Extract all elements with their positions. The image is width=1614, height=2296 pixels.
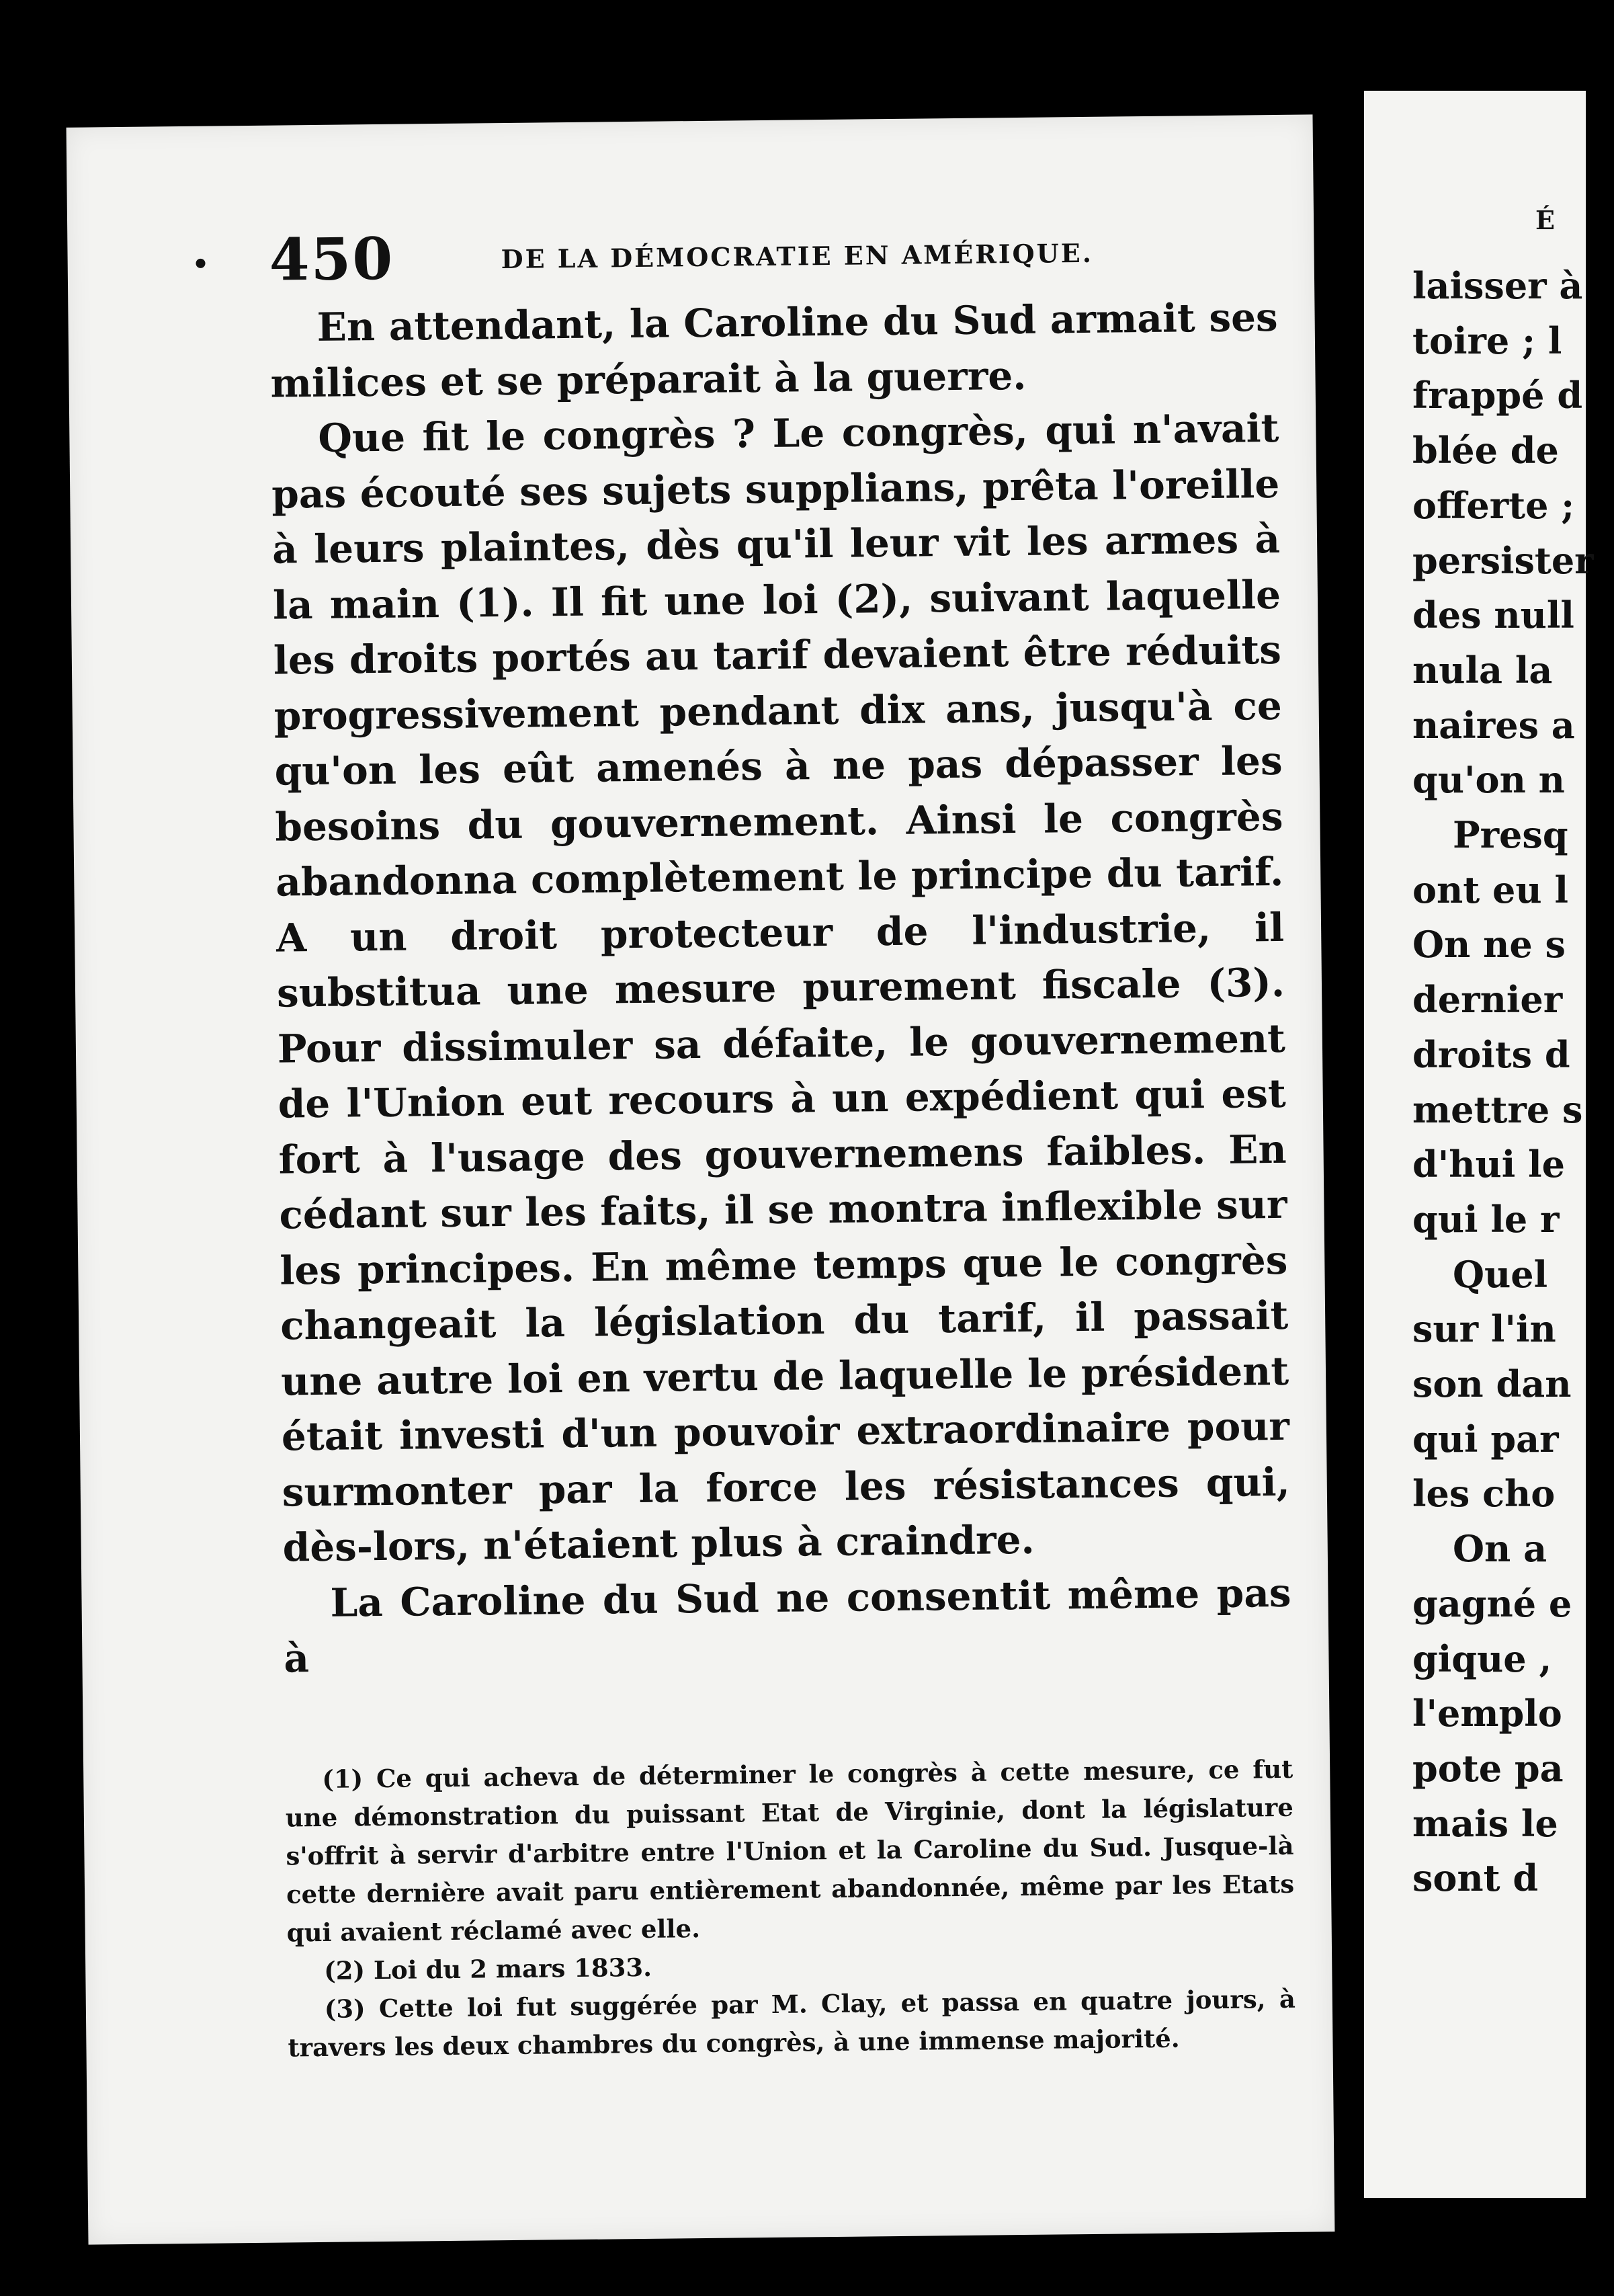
running-head: DE LA DÉMOCRATIE EN AMÉRIQUE. [501, 237, 1094, 275]
paragraph: En attendant, la Caroline du Sud armait ses milices et se préparait à la guerre. [270, 294, 1278, 407]
footnote: (3) Cette loi fut suggérée par M. Clay, et passa en quatre jours, à travers les deux chambres du congrès, à une immense majorité. [288, 1983, 1296, 2062]
left-page-content [192, 216, 1296, 2067]
right-page-line: Quel [1453, 1252, 1548, 1296]
right-page-line: qu'on n [1412, 758, 1565, 802]
right-page-line: Presq [1453, 813, 1568, 857]
right-page-line: qui par [1412, 1417, 1559, 1461]
right-page-line: l'emplo [1412, 1692, 1562, 1735]
right-page-line: qui le r [1412, 1197, 1560, 1241]
right-page-line: gique , [1412, 1637, 1552, 1680]
page-header [192, 216, 1277, 300]
footnote: (2) Loi du 2 mars 1833. [324, 1952, 652, 1985]
right-page [1364, 91, 1594, 2198]
footnote: (1) Ce qui acheva de déterminer le congrès à cette mesure, ce fut une démonstration du puissant Etat de Virginie, dont la législature s'offrit à servir d'arbitre entre l'Union et la Caroline du Sud. Jusque-là cette dernière avait paru entièrement abandonnée, même par les Etats qui avaient réclamé avec elle. [285, 1754, 1295, 1948]
right-page-line: frappé d [1412, 374, 1583, 417]
right-page-line: des null [1412, 593, 1574, 637]
margin-dot: • [192, 248, 210, 280]
right-page-line: sur l'in [1412, 1307, 1556, 1351]
right-page-line: On ne s [1412, 923, 1566, 967]
paragraph: La Caroline du Sud ne consentit même pas à [284, 1569, 1291, 1682]
right-page-line: blée de [1412, 429, 1559, 473]
right-running-head-fragment: É [1535, 205, 1555, 235]
right-page-line: naires a [1412, 703, 1575, 747]
right-page-content [1412, 259, 1614, 1906]
right-page-line: sont d [1412, 1856, 1539, 1900]
right-page-line: ont eu l [1412, 868, 1568, 911]
right-page-line: On a [1453, 1527, 1547, 1571]
right-page-line: laisser à [1412, 264, 1583, 307]
right-page-line: pote pa [1412, 1746, 1564, 1790]
right-page-line: gagné e [1412, 1582, 1572, 1625]
right-page-line: d'hui le [1412, 1143, 1565, 1186]
right-page-line: les cho [1412, 1472, 1556, 1516]
right-page-line: mais le [1412, 1801, 1558, 1845]
right-page-line: droits d [1412, 1032, 1570, 1076]
right-page-line: nula la [1412, 648, 1553, 692]
left-page [67, 114, 1335, 2244]
body-text [269, 290, 1292, 1686]
right-page-line: toire ; l [1412, 319, 1562, 362]
right-page-line: offerte ; [1412, 483, 1575, 527]
page-number: 450 [269, 224, 394, 294]
right-page-line: mettre s [1412, 1088, 1583, 1131]
footnotes [285, 1750, 1296, 2067]
right-page-line: persister [1412, 538, 1594, 582]
paragraph: Que fit le congrès ? Le congrès, qui n'avait pas écouté ses sujets supplians, prêta l'oreille à leurs plaintes, dès qu'il leur vit les armes à la main (1). Il fit une loi (2), suivant laquelle les droits portés au tarif devaient être réduits progressivement pendant dix ans, jusqu'à ce qu'on les eût amenés à ne pas dépasser les besoins du gouvernement. Ainsi le congrès abandonna complètement le principe du tarif. A un droit protecteur de l'industrie, il substitua une mesure purement fiscale (3). Pour dissimuler sa défaite, le gouvernement de l'Union eut recours à un expédient qui est fort à l'usage des gouvernemens faibles. En cédant sur les faits, il se montra inflexible sur les principes. En même temps que le congrès changeait la législation du tarif, il passait une autre loi en vertu de laquelle le président était investi d'un pouvoir extraordinaire pour surmonter par la force les résistances qui, dès-lors, n'étaient plus à craindre. [271, 405, 1291, 1571]
right-page-line: son dan [1412, 1362, 1572, 1406]
right-page-line: dernier [1412, 978, 1563, 1022]
